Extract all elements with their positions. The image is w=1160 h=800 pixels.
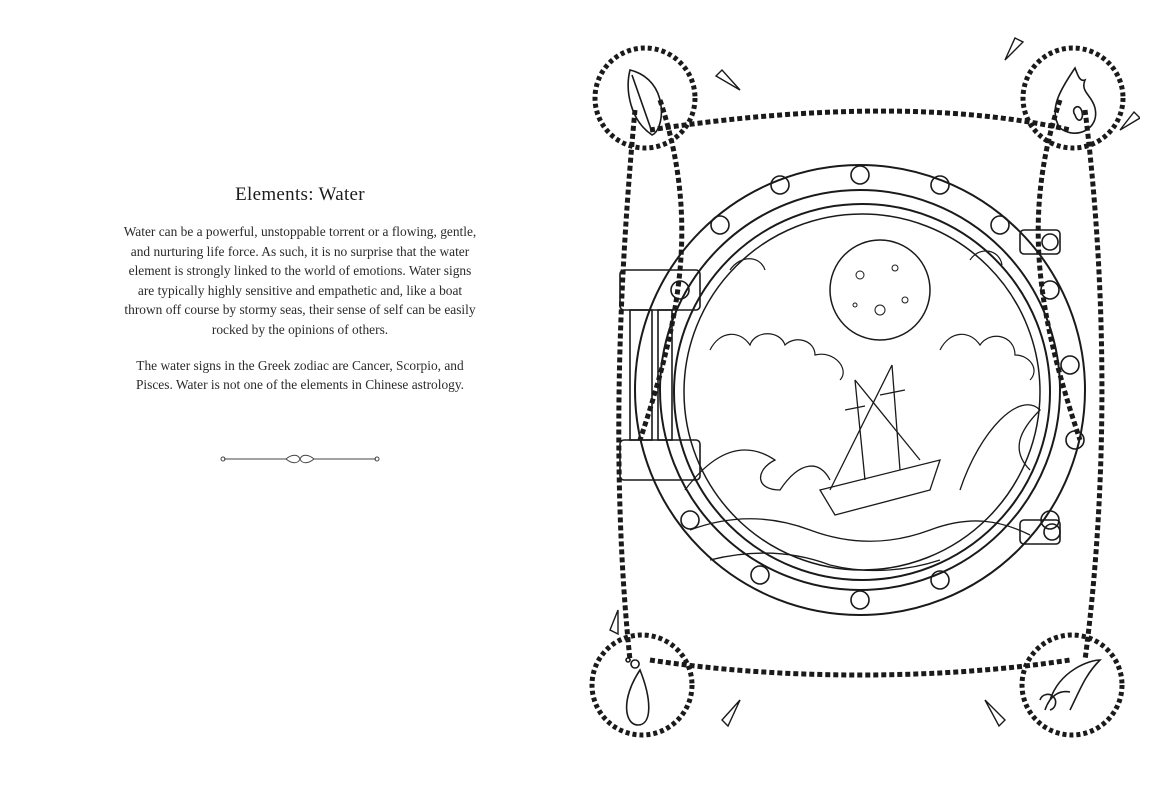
paragraph-signs: The water signs in the Greek zodiac are Cancer, Scorpio, and Pisces. Water is not one of the elements in Chinese astrology.	[135, 357, 465, 393]
page-title: Elements: Water	[235, 184, 365, 205]
corner-ring-bottom-right	[1022, 635, 1122, 735]
clouds	[710, 251, 1034, 380]
leaf-icon	[628, 70, 661, 135]
corner-ring-top-left	[595, 48, 695, 148]
wind-icon	[1040, 660, 1100, 710]
rivets	[671, 166, 1084, 609]
corner-ring-bottom-left	[592, 635, 692, 735]
porthole-outer-ring	[635, 165, 1085, 615]
illustration-page	[580, 20, 1140, 780]
porthole-glass-rim	[674, 204, 1050, 580]
body-text	[120, 222, 480, 411]
paragraph-intro: Water can be a powerful, unstoppable torrent or a flowing, gentle, and nurturing life force. As such, it is no surprise that the water element is strongly linked to the world of emotions. Water signs are typically highly sensitive and empathetic and, like a boat thrown off course by stormy seas, their sense of self can be easily rocked by the opinions of others.	[123, 224, 477, 337]
divider-ornament	[220, 453, 380, 465]
moon	[830, 240, 930, 340]
water-drop-icon	[626, 658, 649, 725]
porthole-illustration	[580, 20, 1140, 780]
ship	[820, 365, 940, 515]
